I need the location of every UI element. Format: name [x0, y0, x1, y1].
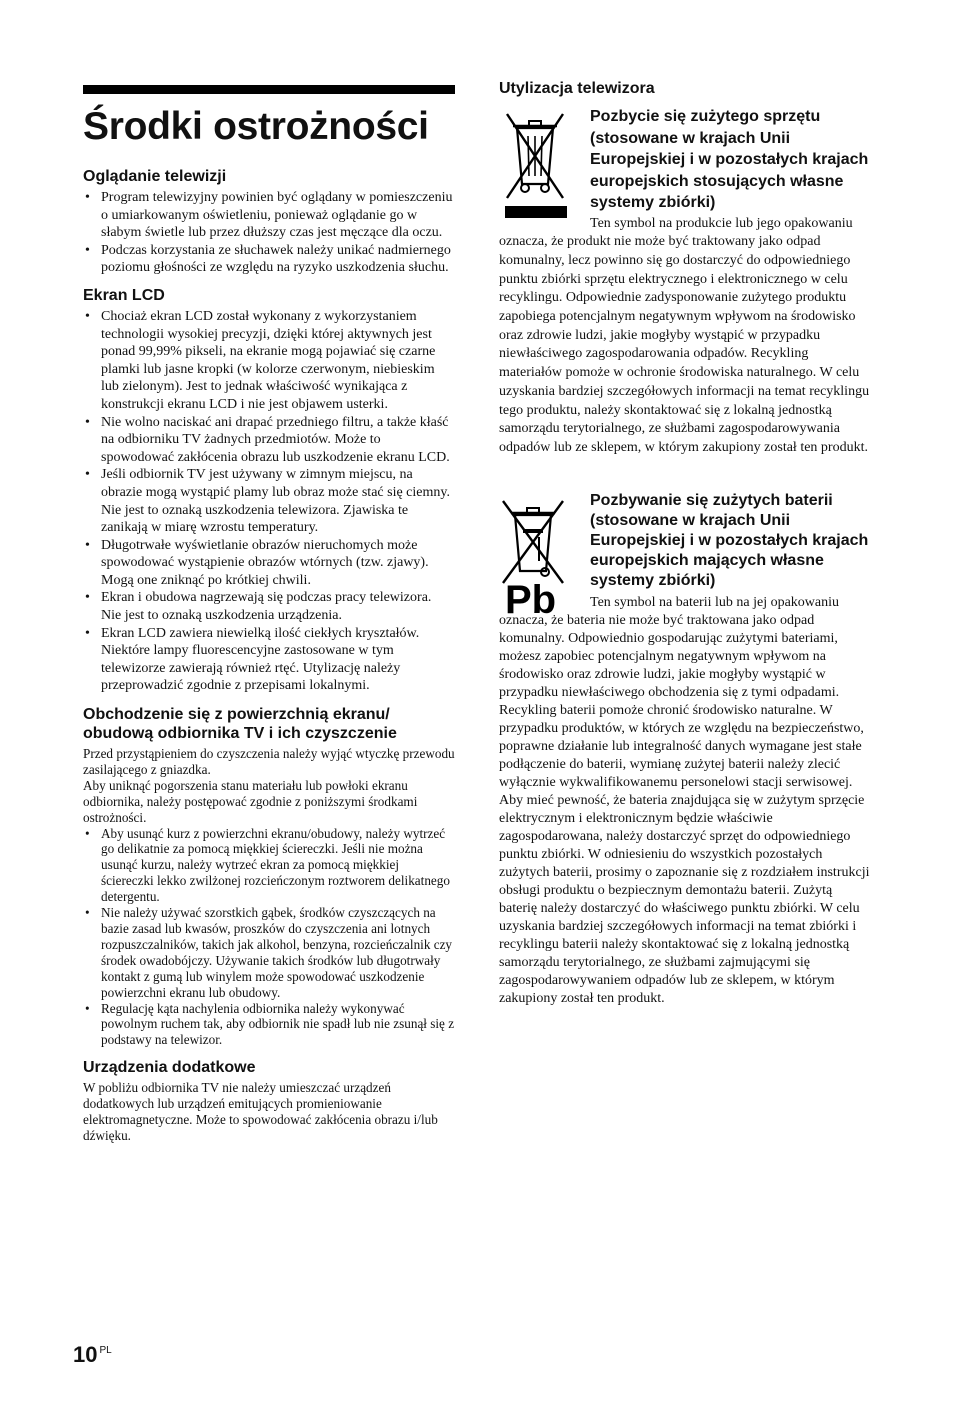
section-heading-cleaning: Obchodzenie się z powierzchnią ekranu/ obudową odbiornika TV i ich czyszczenie: [83, 706, 397, 743]
weee-text: Ten symbol na produkcie lub jego opakowaniu oznacza, że produkt nie może być traktowany jako odpad komunalny, lecz powinno się go dostarczyć do odpowiedniego punktu zbiórki sprzętu elektrycznego i elektronicznego w celu recyklingu. Odpowiednie zadysponowanie zużytego produktu zapobiega potencjalnym negatywnym wpływom na środowisko oraz zdrowie ludzi, jakie mogłyby wystąpić w przypadku niewłaściwego zagospodarowania odpadów. Recykling materiałów pomoże w ochronie środowiska naturalnego. W celu uzyskania bardziej szczegółowych informacji na temat recyklingu tego produktu, należy skontaktować się z lokalną jednostką samorządu terytorialnego, ze służbami zagospodarowywania odpadów lub ze sklepem, w którym zakupiony został ten produkt.: [499, 215, 870, 455]
weee-heading: Pozbycie się zużytego sprzętu (stosowane w krajach Unii Europejskiej i w pozostałych krajach europejskich stosujących własne systemy zbiórki): [590, 108, 869, 211]
list-item: • Długotrwałe wyświetlanie obrazów nieruchomych może spowodować wystąpienie obrazów wtórnych (tzw. zjawy). Mogą one zniknąć po krótkiej chwili.: [83, 537, 455, 590]
crossed-battery-bin-icon: [499, 499, 571, 624]
pb-label: Pb: [505, 577, 557, 619]
list-item: • Nie wolno naciskać ani drapać przedniego filtru, a także kłaść na odbiorniku TV żadnych przedmiotów. Może to spowodować zakłócenia obrazu lub uszkodzenie ekranu LCD.: [83, 414, 455, 467]
list-item: • Nie należy używać szorstkich gąbek, środków czyszczących na bazie zasad lub kwasów, proszków do czyszczenia ani lotnych rozpuszczalników, takich jak alkohol, benzyna, rozcieńczalnik czy środek owadobójczy. Używanie takich środków lub długotrwały kontakt z gumą lub winylem może spowodować uszkodzenie powierzchni ekranu lub obudowy.: [83, 905, 455, 1000]
list-item: • Chociaż ekran LCD został wykonany z wykorzystaniem technologii wysokiej precyzji, dzięki której aktywnych jest ponad 99,99% pikseli, na ekranie mogą pojawiać się czarne plamki lub jasne kropki (w kolorze czerwonym, niebieskim lub zielonym). Jest to jednak właściwość wynikająca z konstrukcji ekranu LCD i nie jest objawem usterki.: [83, 308, 455, 414]
section-heading-lcd: Ekran LCD: [83, 286, 165, 304]
battery-block: [499, 491, 871, 1008]
section-heading-disposal: Utylizacja telewizora: [499, 80, 655, 97]
list-item: • Jeśli odbiornik TV jest używany w zimnym miejscu, na obrazie mogą wystąpić plamy lub obraz może stać się ciemny. Nie jest to oznaką uszkodzenia telewizora. Zjawiska te zanikają w miarę wzrostu temperatury.: [83, 466, 455, 536]
battery-heading: Pozbywanie się zużytych baterii (stosowane w krajach Unii Europejskiej i w pozostałych krajach europejskich mających własne systemy zbiórki): [590, 491, 869, 589]
cleaning-body: [83, 746, 455, 1048]
list-cleaning: [83, 826, 455, 1049]
accessories-body: [83, 1080, 455, 1144]
list-item: • Regulację kąta nachylenia odbiornika należy wykonywać powolnym ruchem tak, aby odbiornik nie spadł lub nie zsunął się z podstawy na telewizor.: [83, 1001, 455, 1049]
list-item: • Aby usunąć kurz z powierzchni ekranu/obudowy, należy wytrzeć go delikatnie za pomocą miękkiej ściereczki. Jeśli nie można usunąć kurzu, należy wytrzeć ekran za pomocą miękkiej ściereczki lekko zwilżonej rozcieńczonym roztworem delikatnego detergentu.: [83, 826, 455, 906]
page-footer: [73, 1342, 112, 1368]
left-column: [83, 85, 455, 1144]
section-heading-accessories: Urządzenia dodatkowe: [83, 1059, 256, 1077]
paragraph: Aby uniknąć pogorszenia stanu materiału lub powłoki ekranu odbiornika, należy postępować zgodnie z poniższymi środkami ostrożności.: [83, 777, 418, 825]
list-item: • Program telewizyjny powinien być oglądany w pomieszczeniu o umiarkowanym oświetleniu, ponieważ oglądanie go w słabym świetle lub przez dłuższy czas jest męczące dla oczu.: [83, 189, 455, 242]
list-watching-tv: [83, 189, 455, 277]
list-lcd: [83, 308, 455, 695]
page-number: 10: [73, 1342, 98, 1367]
crossed-bin-icon: [499, 106, 571, 223]
page-language: PL: [99, 1345, 112, 1356]
right-column: [499, 79, 871, 1008]
list-item: • Ekran LCD zawiera niewielką ilość ciekłych kryształów. Niektóre lampy fluorescencyjne zastosowane w tym telewizorze zawierają również rtęć. Utylizację należy przeprowadzić zgodnie z przepisami lokalnymi.: [83, 625, 455, 695]
title-rule: [83, 85, 455, 94]
paragraph: W pobliżu odbiornika TV nie należy umieszczać urządzeń dodatkowych lub urządzeń emitujących promieniowanie elektromagnetyczne. Może to spowodować zakłócenia obrazu i/lub dźwięku.: [83, 1080, 438, 1143]
weee-block: [499, 106, 871, 458]
section-heading-watching-tv: Oglądanie telewizji: [83, 168, 227, 185]
battery-text: Ten symbol na baterii lub na jej opakowaniu oznacza, że bateria nie może być traktowana jako odpad komunalny. Odpowiednio gospodarując zużytymi bateriami, możesz zapobiec potencjalnym negatywnym wpływom na środowisko oraz zdrowie ludzi, jakie mogłyby wystąpić w przypadku niewłaściwego obchodzenia się z tymi odpadami. Recykling baterii pomoże chronić środowisko naturalne. W przypadku produktów, w których ze względu na bezpieczeństwo, poprawne działanie lub integralność danych wymagane jest stałe podłączenie do baterii, wymianę zużytej baterii należy zlecić wyłącznie wykwalifikowanemu personelowi stacji serwisowej. Aby mieć pewność, że bateria znajdująca się w zużytym sprzęcie elektrycznym i elektronicznym będzie właściwie zagospodarowana, należy dostarczyć sprzęt do odpowiedniego punktu zbiórki. W odniesieniu do wszystkich pozostałych zużytych baterii, prosimy o zapoznanie się z rozdziałem instrukcji obsługi produktu o bezpiecznym demontażu baterii. Zużytą baterię należy dostarczyć do właściwego punktu zbiórki. W celu uzyskania bardziej szczegółowych informacji na temat zbiórki i recyklingu baterii należy skontaktować się z lokalną jednostką samorządu terytorialnego, ze służbami zajmującymi się zagospodarowywaniem odpadów lub ze sklepem, w którym zakupiony został ten produkt.: [499, 594, 870, 1006]
list-item: • Podczas korzystania ze słuchawek należy unikać nadmiernego poziomu głośności ze względu na ryzyko uszkodzenia słuchu.: [83, 242, 455, 277]
list-item: • Ekran i obudowa nagrzewają się podczas pracy telewizora. Nie jest to oznaką uszkodzenia urządzenia.: [83, 589, 455, 624]
page-title: Środki ostrożności: [83, 105, 429, 148]
paragraph: Przed przystąpieniem do czyszczenia należy wyjąć wtyczkę przewodu zasilającego z gniazdka.: [83, 746, 455, 777]
